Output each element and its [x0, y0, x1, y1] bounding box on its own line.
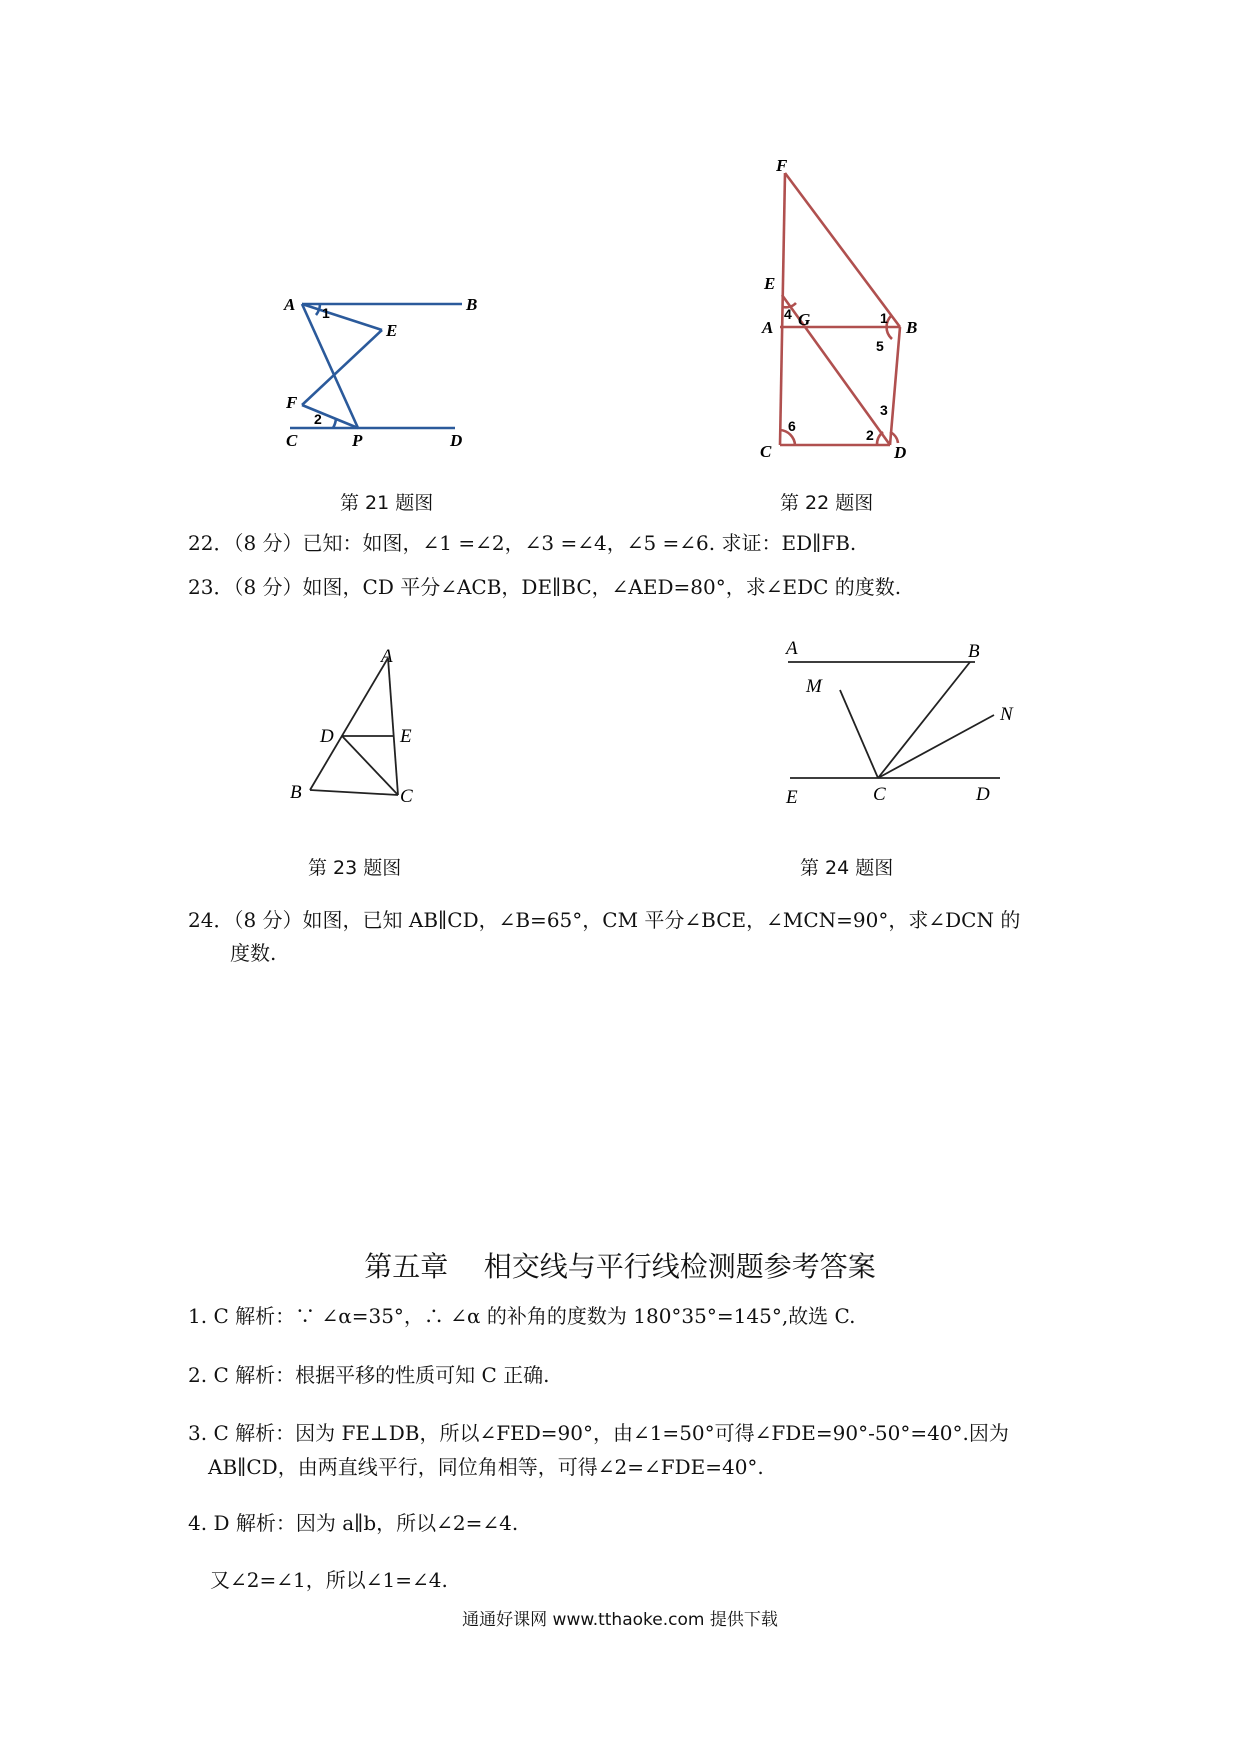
- figure-21: [270, 290, 490, 450]
- question-24-line2: 度数.: [230, 941, 277, 965]
- label-D: D: [450, 431, 463, 450]
- label-E: E: [786, 787, 798, 808]
- label-F: F: [776, 156, 788, 175]
- answer-4-line1: 4. D 解析：因为 a∥b，所以∠2=∠4.: [188, 1511, 519, 1535]
- label-D: D: [894, 443, 907, 462]
- angle-5: 5: [876, 338, 884, 354]
- angle-4: 4: [784, 306, 792, 322]
- label-P: P: [352, 431, 363, 450]
- answer-4-line2: 又∠2=∠1，所以∠1=∠4.: [210, 1568, 448, 1592]
- angle-1: 1: [880, 310, 888, 326]
- caption-fig21: 第 21 题图: [340, 492, 434, 514]
- label-M: M: [806, 676, 822, 697]
- label-D: D: [320, 726, 334, 747]
- figure-22: [720, 155, 940, 465]
- label-C: C: [760, 442, 772, 461]
- label-A: A: [381, 646, 393, 667]
- label-D: D: [976, 784, 990, 805]
- label-B: B: [906, 318, 918, 337]
- label-A: A: [284, 295, 296, 314]
- label-G: G: [798, 310, 811, 329]
- angle-3: 3: [880, 402, 888, 418]
- label-B: B: [290, 782, 302, 803]
- caption-fig24: 第 24 题图: [800, 857, 894, 879]
- answer-3-line2: AB∥CD，由两直线平行，同位角相等，可得∠2=∠FDE=40°.: [208, 1455, 764, 1479]
- label-A: A: [786, 638, 798, 659]
- question-24-line1: 24．（8 分）如图，已知 AB∥CD，∠B=65°，CM 平分∠BCE，∠MCN=90°，求∠DCN 的: [188, 908, 1021, 932]
- answer-3-line1: 3. C 解析：因为 FE⊥DB，所以∠FED=90°，由∠1=50°可得∠FDE=90°-50°=40°.因为: [188, 1421, 1009, 1445]
- angle-6: 6: [788, 418, 796, 434]
- angle-2: 2: [314, 411, 322, 427]
- label-E: E: [400, 726, 412, 747]
- footer-credit: 通通好课网 www.tthaoke.com 提供下载: [462, 1610, 778, 1630]
- label-N: N: [1000, 704, 1013, 725]
- label-C: C: [873, 784, 886, 805]
- answer-2: 2. C 解析：根据平移的性质可知 C 正确.: [188, 1363, 550, 1387]
- answer-1: 1. C 解析：∵ ∠α=35°，∴ ∠α 的补角的度数为 180°35°=145°,故选 C.: [188, 1304, 856, 1328]
- label-A: A: [762, 318, 774, 337]
- question-23: 23．（8 分）如图，CD 平分∠ACB，DE∥BC，∠AED=80°，求∠EDC 的度数.: [188, 575, 902, 599]
- figure-24: [770, 630, 1030, 810]
- answers-title: 第五章 相交线与平行线检测题参考答案: [364, 1250, 876, 1283]
- caption-fig23: 第 23 题图: [308, 857, 402, 879]
- label-E: E: [764, 274, 776, 293]
- angle-1: 1: [322, 305, 330, 321]
- caption-fig22: 第 22 题图: [780, 492, 874, 514]
- label-B: B: [968, 641, 980, 662]
- question-22: 22．（8 分）已知：如图，∠1 =∠2，∠3 =∠4，∠5 =∠6. 求证：ED∥FB.: [188, 531, 857, 555]
- label-C: C: [286, 431, 298, 450]
- label-B: B: [466, 295, 478, 314]
- label-F: F: [286, 393, 298, 412]
- label-C: C: [400, 786, 413, 807]
- figure-23: [280, 640, 430, 810]
- angle-2: 2: [866, 427, 874, 443]
- label-E: E: [386, 321, 398, 340]
